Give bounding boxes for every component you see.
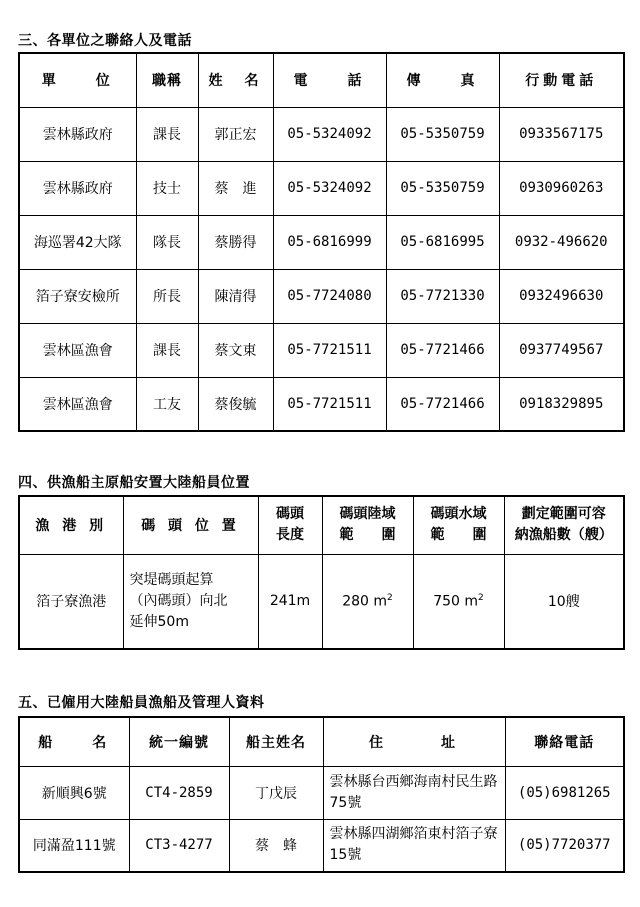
cell-contact-phone: (05)7720377: [505, 819, 624, 872]
contacts-table: [18, 52, 625, 432]
table-row: [19, 377, 624, 431]
cell-unit: 雲林縣政府: [19, 107, 136, 161]
cell-name: 蔡 進: [198, 161, 273, 215]
cell-length: 241m: [258, 554, 322, 649]
cell-fax: 05-6816995: [386, 215, 499, 269]
header-unit: 單 位: [19, 53, 136, 107]
header-water-range: [413, 496, 504, 554]
cell-phone: 05-5324092: [273, 161, 386, 215]
cell-fax: 05-5350759: [386, 107, 499, 161]
cell-title: 工友: [136, 377, 198, 431]
cell-title: 所長: [136, 269, 198, 323]
cell-phone: 05-7721511: [273, 323, 386, 377]
table-row: [19, 161, 624, 215]
header-contact-phone: 聯絡電話: [505, 717, 624, 766]
water-unit-exponent: 2: [478, 592, 484, 603]
position-line-2: （內碼頭）向北: [129, 592, 228, 609]
cell-phone: 05-6816999: [273, 215, 386, 269]
cell-mobile: 0932-496620: [499, 215, 624, 269]
header-vessel-name: 船 名: [19, 717, 129, 766]
header-land-range: [322, 496, 413, 554]
header-reg-number: 統一編號: [129, 717, 229, 766]
cell-name: 蔡文東: [198, 323, 273, 377]
table-row: [19, 554, 624, 649]
table-header-row: [19, 53, 624, 107]
cell-mobile: 0918329895: [499, 377, 624, 431]
cell-fax: 05-7721330: [386, 269, 499, 323]
header-name: 姓 名: [198, 53, 273, 107]
header-port: 漁 港 別: [19, 496, 123, 554]
cell-mobile: 0933567175: [499, 107, 624, 161]
cell-title: 技士: [136, 161, 198, 215]
cell-port: 箔子寮漁港: [19, 554, 123, 649]
header-owner-name: 船主姓名: [229, 717, 323, 766]
cell-vessel-name: 同滿盈111號: [19, 819, 129, 872]
table-row: [19, 107, 624, 161]
cell-vessel-name: 新順興6號: [19, 766, 129, 819]
cell-title: 課長: [136, 323, 198, 377]
header-mobile: 行動電話: [499, 53, 624, 107]
cell-address: 雲林縣四湖鄉箔東村箔子寮15號: [323, 819, 505, 872]
position-line-3: 延伸50m: [129, 613, 189, 630]
cell-phone: 05-7721511: [273, 377, 386, 431]
cell-name: 陳清得: [198, 269, 273, 323]
cell-owner-name: 蔡 蜂: [229, 819, 323, 872]
cell-phone: 05-5324092: [273, 107, 386, 161]
land-value: 280 m: [342, 593, 388, 610]
cell-title: 隊長: [136, 215, 198, 269]
section-4-title: 四、供漁船主原船安置大陸船員位置: [18, 475, 250, 491]
header-phone: 電 話: [273, 53, 386, 107]
cell-reg-number: CT3-4277: [129, 819, 229, 872]
cell-water-range: [413, 554, 504, 649]
cell-mobile: 0930960263: [499, 161, 624, 215]
header-capacity-line-2: 納漁船數（艘）: [514, 527, 613, 544]
cell-mobile: 0937749567: [499, 323, 624, 377]
cell-unit: 雲林區漁會: [19, 323, 136, 377]
cell-mobile: 0932496630: [499, 269, 624, 323]
header-length: [258, 496, 322, 554]
cell-name: 蔡勝得: [198, 215, 273, 269]
table-header-row: [19, 717, 624, 766]
cell-unit: 雲林縣政府: [19, 161, 136, 215]
cell-owner-name: 丁戊辰: [229, 766, 323, 819]
header-capacity-line-1: 劃定範圍可容: [521, 506, 606, 523]
header-title: 職稱: [136, 53, 198, 107]
land-unit-exponent: 2: [387, 592, 393, 603]
header-position: 碼 頭 位 置: [123, 496, 258, 554]
cell-unit: 雲林區漁會: [19, 377, 136, 431]
cell-capacity: 10艘: [504, 554, 624, 649]
cell-phone: 05-7724080: [273, 269, 386, 323]
cell-unit: 箔子寮安檢所: [19, 269, 136, 323]
header-water-line-2: 範 圍: [430, 527, 487, 544]
header-land-line-1: 碼頭陸域: [339, 506, 396, 523]
header-length-line-1: 碼頭: [276, 506, 304, 523]
header-address: 住 址: [323, 717, 505, 766]
section-5-title: 五、已僱用大陸船員漁船及管理人資料: [18, 695, 265, 711]
header-length-line-2: 長度: [276, 527, 304, 544]
berth-table: [18, 495, 625, 650]
header-land-line-2: 範 圍: [339, 527, 396, 544]
table-row: [19, 766, 624, 819]
vessels-table: [18, 716, 625, 873]
header-fax: 傳 真: [386, 53, 499, 107]
header-capacity: [504, 496, 624, 554]
cell-position: [123, 554, 258, 649]
cell-reg-number: CT4-2859: [129, 766, 229, 819]
cell-name: 蔡俊毓: [198, 377, 273, 431]
cell-fax: 05-5350759: [386, 161, 499, 215]
header-water-line-1: 碼頭水域: [430, 506, 487, 523]
table-row: [19, 819, 624, 872]
cell-name: 郭正宏: [198, 107, 273, 161]
cell-land-range: [322, 554, 413, 649]
section-3-title: 三、各單位之聯絡人及電話: [18, 33, 192, 49]
water-value: 750 m: [433, 593, 479, 610]
cell-contact-phone: (05)6981265: [505, 766, 624, 819]
cell-unit: 海巡署42大隊: [19, 215, 136, 269]
position-line-1: 突堤碼頭起算: [129, 571, 214, 588]
cell-fax: 05-7721466: [386, 377, 499, 431]
table-header-row: [19, 496, 624, 554]
cell-title: 課長: [136, 107, 198, 161]
cell-address: 雲林縣台西鄉海南村民生路75號: [323, 766, 505, 819]
table-row: [19, 215, 624, 269]
cell-fax: 05-7721466: [386, 323, 499, 377]
table-row: [19, 269, 624, 323]
table-row: [19, 323, 624, 377]
